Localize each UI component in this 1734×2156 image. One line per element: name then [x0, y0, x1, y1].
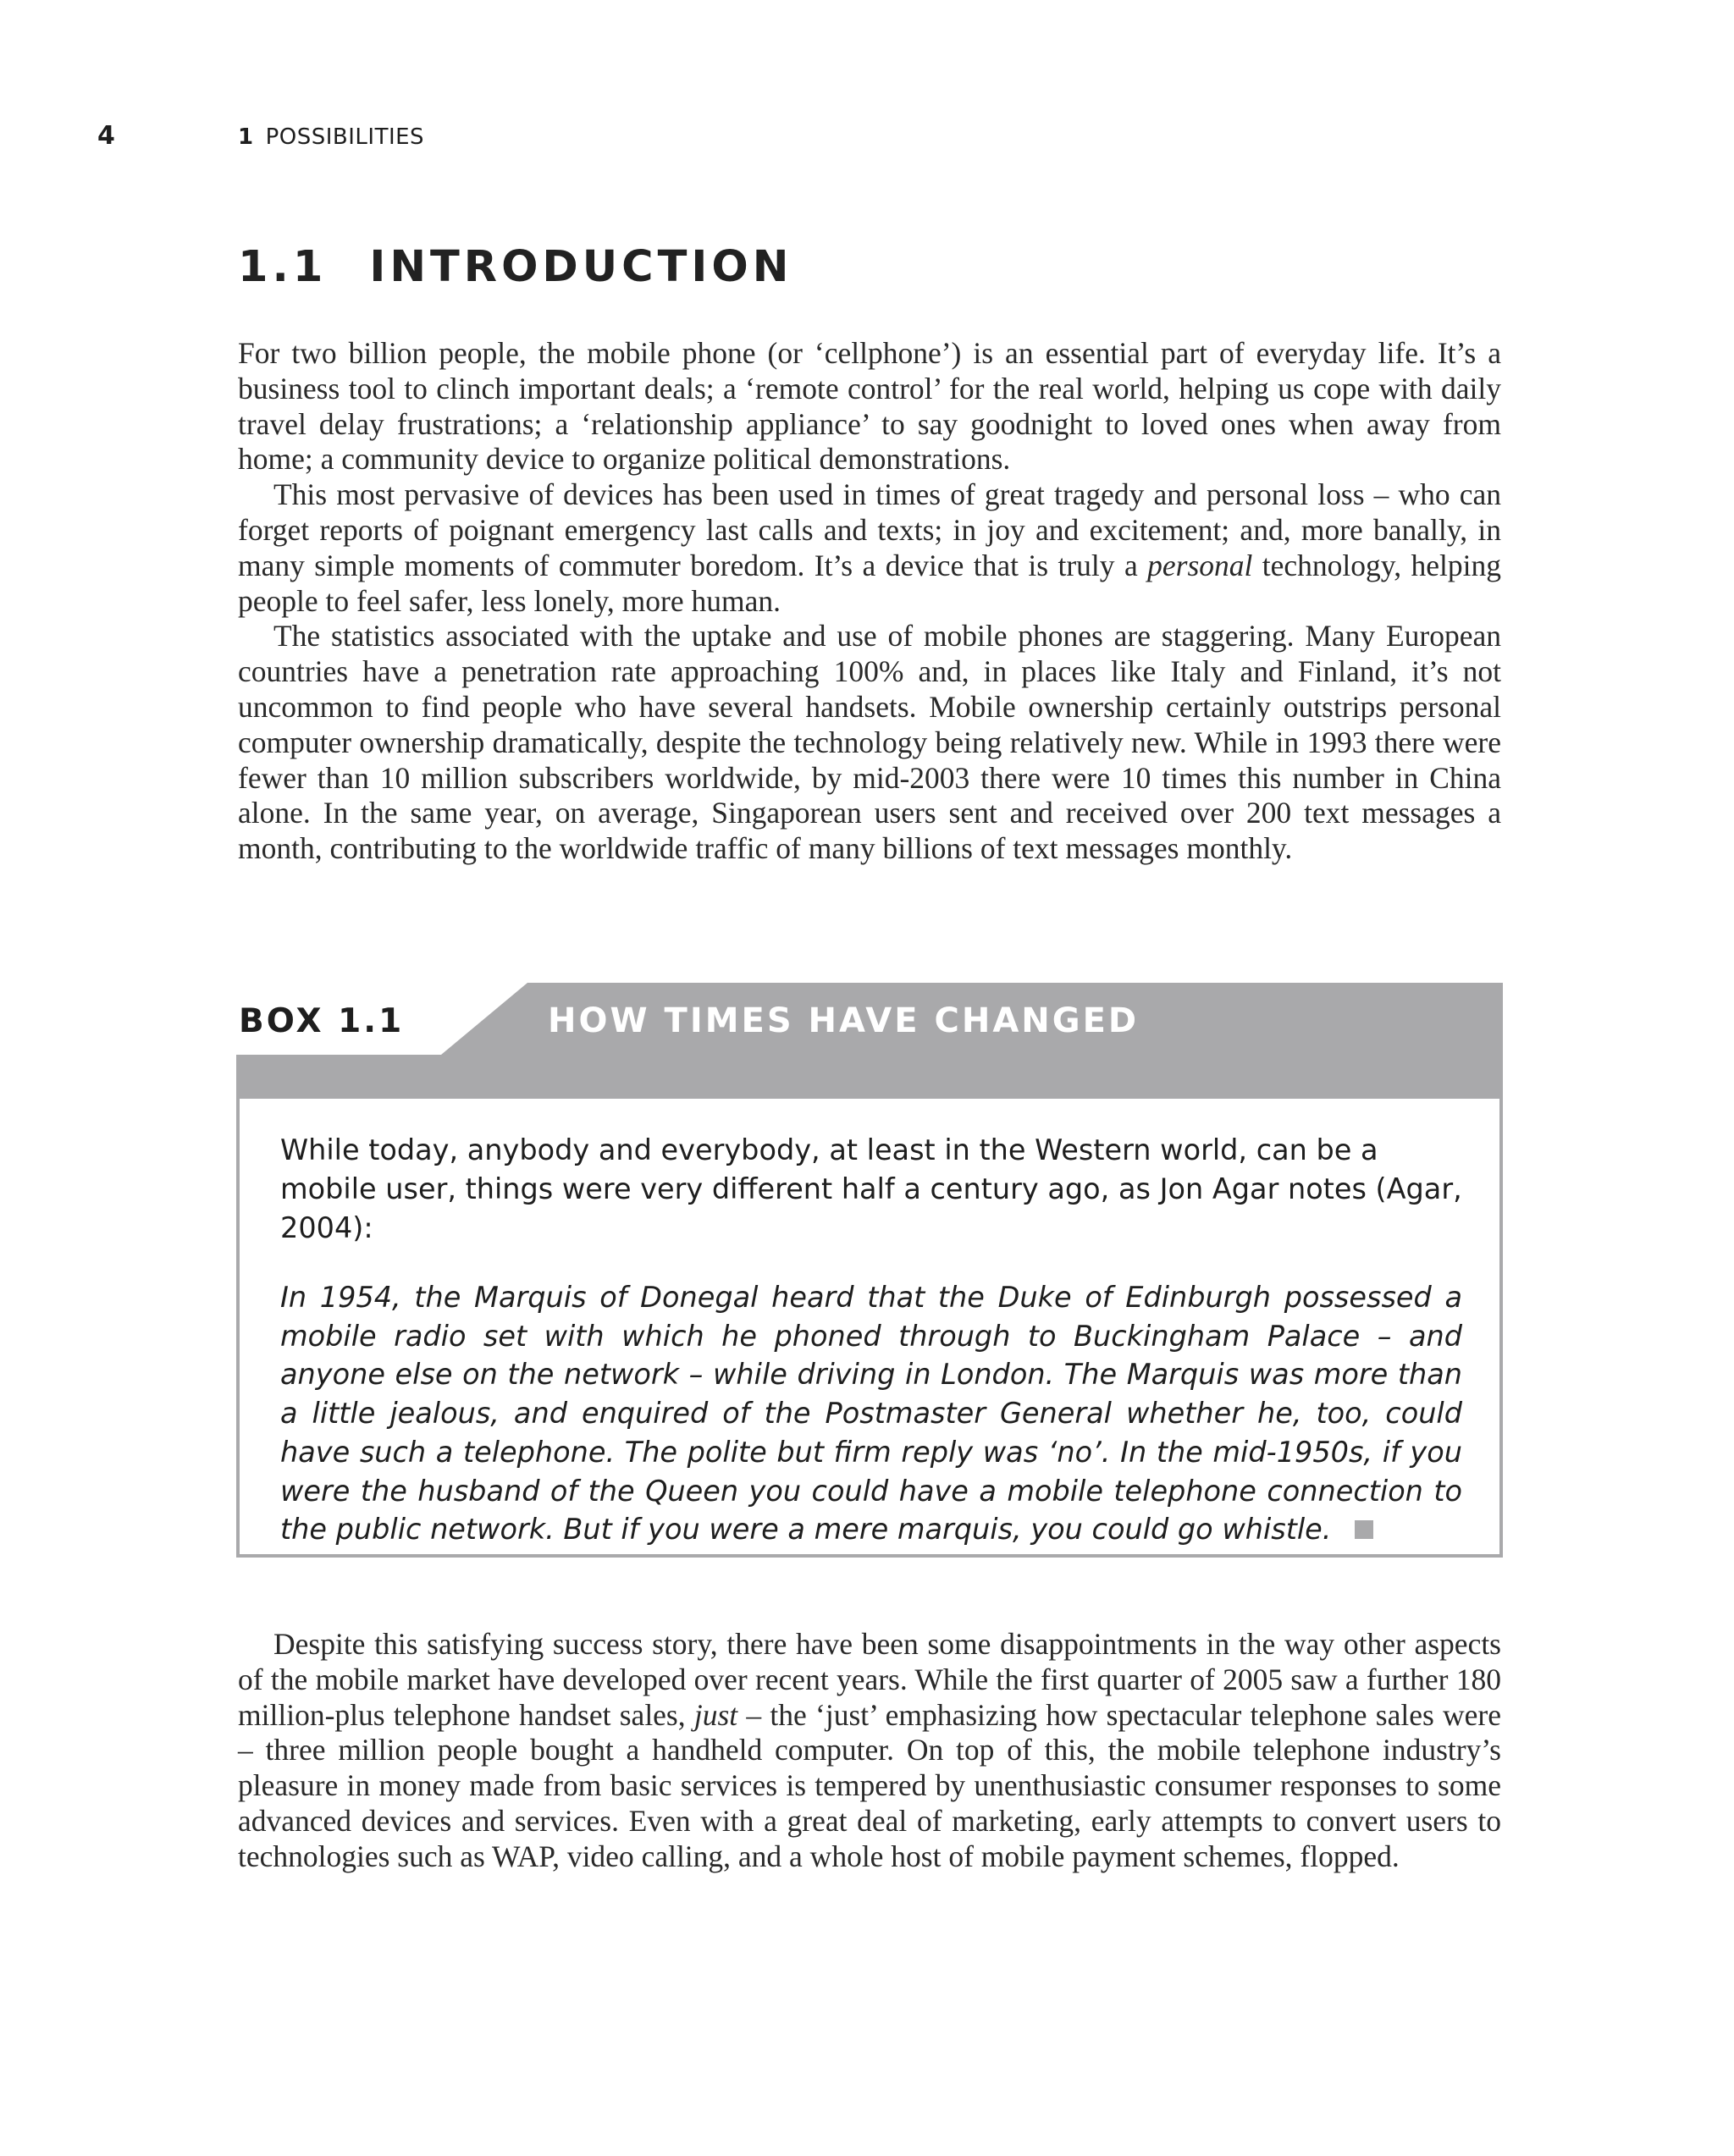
- running-head-chapter: [238, 124, 424, 150]
- emphasis-text: just: [693, 1697, 738, 1732]
- post-box-text: [238, 1627, 1501, 1875]
- box-body: [236, 1099, 1503, 1558]
- page-number: 4: [97, 121, 115, 151]
- emphasis-text: personal: [1147, 548, 1253, 582]
- chapter-number: 1: [238, 124, 254, 150]
- paragraph-text: This most pervasive of devices has been used in times of great tragedy and personal loss – who can forget reports of poignant emergency last calls and texts; in joy and excitement; and, more banally, in many simple moments of commuter boredom. It’s a device that is truly a: [238, 477, 1501, 582]
- box-label: BOX 1.1: [239, 1002, 405, 1040]
- paragraph: For two billion people, the mobile phone (or ‘cellphone’) is an essential part of everyday life. It’s a business tool to clinch important deals; a ‘remote control’ for the real world, helping us cope with daily travel delay frustrations; a ‘relationship appliance’ to say goodnight to loved ones when away from home; a community device to organize political demonstrations.: [238, 336, 1501, 477]
- paragraph-text: – the ‘just’ emphasizing how spectacular telephone sales were – three million people bought a handheld computer. On top of this, the mobile telephone industry’s pleasure in money made from basic services is tempered by unenthusiastic consumer responses to some advanced devices and services. Even with a great deal of marketing, early attempts to convert users to technologies such as WAP, video calling, and a whole host of mobile payment schemes, flopped.: [238, 1697, 1501, 1873]
- paragraph: The statistics associated with the uptake and use of mobile phones are staggering. Many European countries have a penetration rate approaching 100% and, in places like Italy and Finland, it’s not uncommon to find people who have several handsets. Mobile ownership certainly outstrips personal computer ownership dramatically, despite the technology being relatively new. While in 1993 there were fewer than 10 million subscribers worldwide, by mid-2003 there were 10 times this number in China alone. In the same year, on average, Singaporean users sent and received over 200 text messages a month, contributing to the worldwide traffic of many billions of text messages monthly.: [238, 619, 1501, 866]
- intro-text: [238, 336, 1501, 867]
- box-1-1: [236, 980, 1503, 1558]
- running-head: [0, 121, 1734, 155]
- chapter-title: POSSIBILITIES: [265, 124, 425, 150]
- box-quote: [280, 1278, 1462, 1549]
- paragraph-text: technology, helping people to feel safer, less lonely, more human.: [238, 548, 1501, 618]
- paragraph-text: Despite this satisfying success story, there have been some disappointments in the way other aspects of the mobile market have developed over recent years. While the first quarter of 2005 saw a further 180 million-plus telephone handset sales,: [238, 1627, 1501, 1732]
- section-number: 1.1: [238, 242, 328, 292]
- paragraph: [238, 1627, 1501, 1875]
- box-header-background: [236, 980, 1503, 1103]
- box-quote-text: In 1954, the Marquis of Donegal heard that the Duke of Edinburgh possessed a mobile radio set with which he phoned through to Buckingham Palace – and anyone else on the network – while driving in London. The Marquis was more than a little jealous, and enquired of the Postmaster General whether he, too, could have such a telephone. The polite but firm reply was ‘no’. In the mid-1950s, if you were the husband of the Queen you could have a mobile telephone connection to the public network. But if you were a mere marquis, you could go whistle.: [280, 1281, 1462, 1547]
- paragraph: [238, 477, 1501, 619]
- section-heading: [238, 242, 792, 292]
- section-title: INTRODUCTION: [369, 242, 793, 292]
- box-title: HOW TIMES HAVE CHANGED: [548, 1001, 1140, 1040]
- box-intro-text: While today, anybody and everybody, at least in the Western world, can be a mobile user, things were very different half a century ago, as Jon Agar notes (Agar, 2004):: [280, 1133, 1462, 1244]
- end-of-box-marker: [1355, 1520, 1373, 1539]
